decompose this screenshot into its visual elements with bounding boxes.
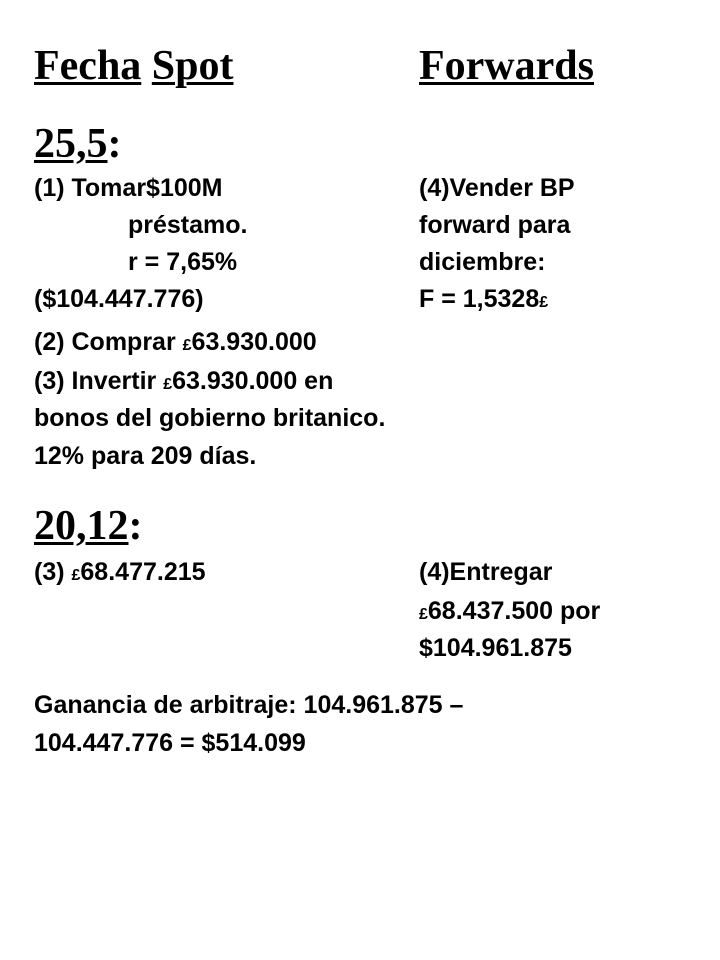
step3-line2: bonos del gobierno britanico.: [34, 404, 386, 432]
step2-line: [34, 327, 317, 361]
section2-step3-prefix: (3): [34, 558, 72, 586]
header-spot: Spot: [151, 43, 234, 89]
step1-loan: préstamo.: [128, 211, 248, 239]
header-fecha: Fecha: [34, 43, 142, 89]
section2-date-value: 20,12: [34, 503, 129, 549]
pound-sign: £: [419, 606, 428, 623]
arbitrage-gain-line1: Ganancia de arbitraje: 104.961.875 –: [34, 691, 464, 719]
arbitrage-gain-line2: 104.447.776 = $514.099: [34, 729, 306, 757]
section2-step3: [34, 557, 206, 591]
step4-rate: [419, 284, 548, 318]
step1-rate: r = 7,65%: [128, 248, 238, 276]
section2-step4-dollars: $104.961.875: [419, 634, 572, 662]
pound-sign: £: [71, 567, 81, 584]
step3-line3: 12% para 209 días.: [34, 442, 257, 470]
step4-month: diciembre:: [419, 248, 546, 276]
section2-step4-amount: [419, 596, 600, 630]
section2-date: [34, 502, 143, 550]
step3-prefix: (3) Invertir: [34, 367, 164, 395]
section2-step4-value: 68.437.500 por: [427, 597, 601, 625]
section2-date-colon: :: [128, 503, 143, 549]
pound-sign: £: [539, 294, 549, 311]
step1-label: (1) Tomar$100M: [34, 174, 223, 202]
step2-prefix: (2) Comprar: [34, 328, 183, 356]
section1-date: [34, 120, 122, 168]
step4-rate-value: F = 1,5328: [419, 285, 540, 313]
header-forwards: Forwards: [419, 43, 594, 89]
section2-step3-amount: 68.477.215: [80, 558, 206, 586]
step1-total: ($104.447.776): [34, 285, 204, 313]
section1-date-value: 25,5: [34, 121, 108, 167]
pound-sign: £: [182, 337, 192, 354]
section2-step4-label: (4)Entregar: [419, 558, 553, 586]
step3-amount: 63.930.000 en: [172, 367, 334, 395]
step3-line: [34, 366, 333, 400]
header-row: [34, 42, 234, 90]
pound-sign: £: [163, 376, 173, 393]
section1-date-colon: :: [107, 121, 122, 167]
step4-label: (4)Vender BP: [419, 174, 575, 202]
step2-amount: 63.930.000: [191, 328, 317, 356]
step4-forward: forward para: [419, 211, 571, 239]
